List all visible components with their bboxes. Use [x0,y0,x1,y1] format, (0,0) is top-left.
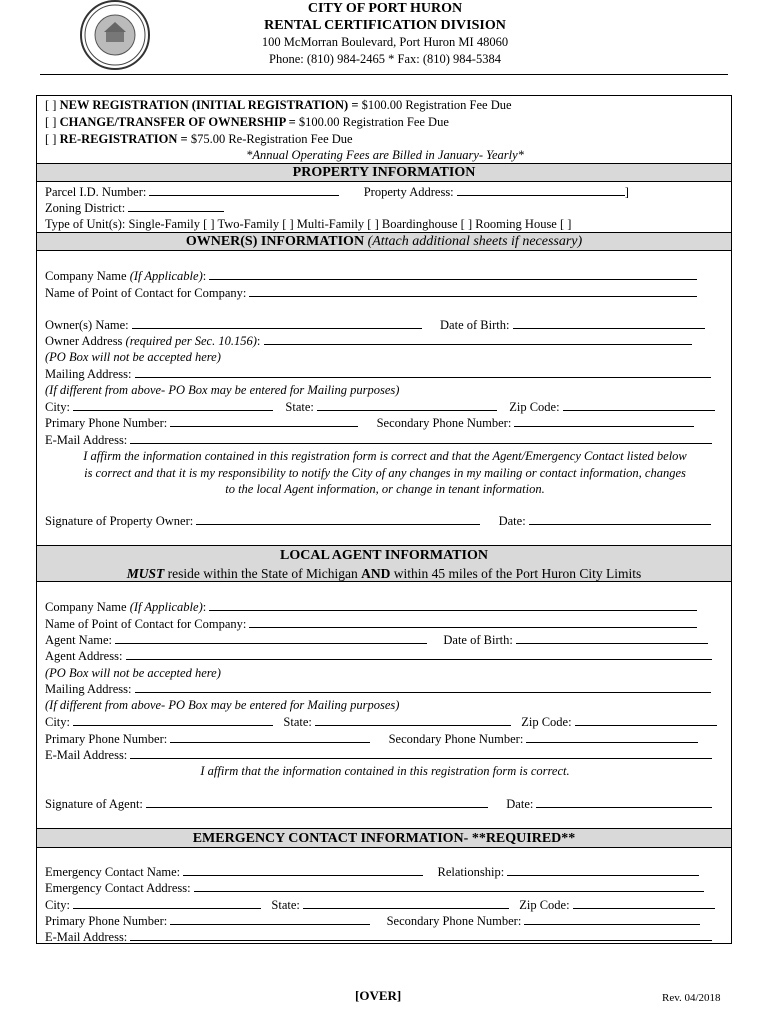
change-ownership-option[interactable] [45,114,725,130]
re-registration-checkbox[interactable]: [ ] [45,132,57,146]
emergency-city-label: City: [45,898,71,912]
agent-within: within 45 miles of the Port Huron City Limits [390,566,642,581]
agent-title: LOCAL AGENT INFORMATION [280,548,488,563]
emergency-address-label: Emergency Contact Address: [45,881,191,895]
city-address: 100 McMorran Boulevard, Port Huron MI 48060 [261,35,509,49]
emergency-city-row [45,897,725,913]
change-ownership-fee: $100.00 Registration Fee Due [295,115,449,129]
agent-primary-phone-input[interactable] [170,731,370,743]
owner-section-title [37,232,731,251]
owner-dob-input[interactable] [513,317,705,329]
owner-contact-row [45,285,725,301]
agent-email-input[interactable] [130,747,712,759]
agent-email-label: E-Mail Address: [45,748,128,762]
agent-primary-phone-label: Primary Phone Number: [45,732,168,746]
owner-secondary-phone-input[interactable] [514,415,694,427]
agent-mailing-label: Mailing Address: [45,682,132,696]
owner-company-row [45,268,725,284]
owner-primary-phone-label: Primary Phone Number: [45,416,168,430]
agent-zip-input[interactable] [575,714,717,726]
owner-city-input[interactable] [73,399,273,411]
agent-signature-date-label: Date: [506,797,534,811]
agent-address-label: Agent Address: [45,649,123,663]
property-section-title: PROPERTY INFORMATION [37,163,731,182]
agent-company-label: Company Name [45,600,130,614]
emergency-relationship-input[interactable] [507,864,699,876]
property-address-bracket: ] [624,185,629,199]
owner-city-label: City: [45,400,71,414]
re-registration-fee: $75.00 Re-Registration Fee Due [187,132,353,146]
agent-company-row [45,599,725,615]
owner-signature-date-input[interactable] [529,513,711,525]
owner-state-input[interactable] [317,399,497,411]
owner-address-colon: : [256,334,261,348]
owner-phone-row [45,415,725,431]
parcel-row [45,184,725,200]
owner-name-row [45,317,725,333]
agent-city-input[interactable] [73,714,273,726]
owner-secondary-phone-label: Secondary Phone Number: [376,416,512,430]
revision-label: Rev. 04/2018 [662,992,721,1004]
emergency-email-label: E-Mail Address: [45,930,128,944]
change-ownership-checkbox[interactable]: [ ] [45,115,57,129]
owner-signature-input[interactable] [196,513,480,525]
agent-residency-rule [37,565,731,582]
emergency-name-label: Emergency Contact Name: [45,865,181,879]
new-registration-fee: $100.00 Registration Fee Due [358,98,512,112]
agent-section-title [37,545,731,582]
emergency-name-row [45,864,725,880]
emergency-state-input[interactable] [303,897,509,909]
owner-mailing-note: (If different from above- PO Box may be entered for Mailing purposes) [45,383,400,397]
owner-signature-label: Signature of Property Owner: [45,514,194,528]
agent-phone-row [45,731,725,747]
owner-affirm-line2: is correct and that it is my responsibility to notify the City of any changes in my mailing or contact information, changes [84,466,686,480]
agent-company-input[interactable] [209,599,697,611]
unit-type-row[interactable]: Type of Unit(s): Single-Family [ ] Two-Family [ ] Multi-Family [ ] Boardinghouse [ ] Rooming House [ ] [45,217,572,231]
agent-affirm: I affirm that the information contained in this registration form is correct. [200,764,570,778]
owner-contact-input[interactable] [249,285,697,297]
property-address-label: Property Address: [363,185,454,199]
agent-city-label: City: [45,715,71,729]
letterhead [180,0,590,68]
agent-dob-input[interactable] [516,632,708,644]
agent-signature-row [45,796,725,812]
owner-zip-label: Zip Code: [509,400,560,414]
re-registration-label: RE-REGISTRATION = [59,132,188,146]
agent-contact-label: Name of Point of Contact for Company: [45,617,247,631]
agent-city-row [45,714,725,730]
emergency-secondary-phone-label: Secondary Phone Number: [386,914,522,928]
emergency-email-input[interactable] [130,929,712,941]
agent-signature-label: Signature of Agent: [45,797,143,811]
agent-zip-label: Zip Code: [521,715,572,729]
owner-affirm-line3: to the local Agent information, or change in tenant information. [225,482,545,496]
owner-signature-row [45,513,725,529]
owner-address-label: Owner Address [45,334,126,348]
agent-signature-input[interactable] [146,796,488,808]
owner-company-colon: : [202,269,207,283]
new-registration-checkbox[interactable]: [ ] [45,98,57,112]
owner-city-row [45,399,725,415]
over-indicator: [OVER] [355,988,402,1003]
owner-email-input[interactable] [130,432,712,444]
agent-mailing-note: (If different from above- PO Box may be entered for Mailing purposes) [45,698,400,712]
agent-contact-input[interactable] [249,616,697,628]
owner-affirm-line1: I affirm the information contained in this registration form is correct and that the Agent/Emergency Contact listed below [83,449,687,463]
owner-mailing-label: Mailing Address: [45,367,132,381]
emergency-primary-phone-input[interactable] [170,913,370,925]
owner-email-row [45,432,725,448]
agent-company-colon: : [202,600,207,614]
owner-company-note: (If Applicable) [129,269,203,283]
agent-dob-label: Date of Birth: [443,633,513,647]
emergency-address-input[interactable] [194,880,704,892]
agent-company-note: (If Applicable) [129,600,203,614]
owner-address-input[interactable] [264,333,692,345]
owner-mailing-row [45,366,725,382]
agent-state-label: State: [283,715,312,729]
agent-mailing-row [45,681,725,697]
emergency-email-row [45,929,725,945]
city-seal-logo [80,0,150,70]
emergency-zip-input[interactable] [573,897,715,909]
zoning-input[interactable] [128,200,224,212]
owner-company-input[interactable] [209,268,697,280]
owner-title: OWNER(S) INFORMATION [185,234,365,249]
owner-title-note: (Attach additional sheets if necessary) [364,234,583,249]
parcel-label: Parcel I.D. Number: [45,185,147,199]
agent-address-row [45,648,725,664]
emergency-relationship-label: Relationship: [437,865,505,879]
owner-mailing-input[interactable] [135,366,711,378]
owner-email-label: E-Mail Address: [45,433,128,447]
agent-contact-row [45,616,725,632]
emergency-zip-label: Zip Code: [519,898,570,912]
agent-reside: reside within the State of Michigan [164,566,362,581]
re-registration-option[interactable] [45,131,725,147]
division-name: RENTAL CERTIFICATION DIVISION [264,18,506,33]
agent-email-row [45,747,725,763]
owner-primary-phone-input[interactable] [170,415,358,427]
agent-signature-date-input[interactable] [536,796,712,808]
emergency-address-row [45,880,725,896]
agent-name-row [45,632,725,648]
emergency-section-title: EMERGENCY CONTACT INFORMATION- **REQUIRED** [37,828,731,848]
zoning-row [45,200,725,216]
agent-must: MUST [126,566,165,581]
owner-state-label: State: [285,400,314,414]
emergency-phone-row [45,913,725,929]
seal-icon [82,2,148,68]
agent-address-input[interactable] [126,648,712,660]
owner-contact-label: Name of Point of Contact for Company: [45,286,247,300]
owner-name-label: Owner(s) Name: [45,318,129,332]
zoning-label: Zoning District: [45,201,126,215]
annual-fee-note: *Annual Operating Fees are Billed in January- Yearly* [246,148,524,162]
agent-mailing-input[interactable] [135,681,711,693]
agent-name-input[interactable] [115,632,427,644]
parcel-input[interactable] [149,184,339,196]
city-name: CITY OF PORT HURON [307,1,463,16]
owner-name-input[interactable] [132,317,422,329]
change-ownership-label: CHANGE/TRANSFER OF OWNERSHIP = [59,115,296,129]
agent-and: AND [361,566,391,581]
owner-address-note: (required per Sec. 10.156) [125,334,257,348]
new-registration-label: NEW REGISTRATION (INITIAL REGISTRATION) = [59,98,359,112]
owner-po-box-note: (PO Box will not be accepted here) [45,350,221,364]
property-address-input[interactable] [457,184,625,196]
agent-secondary-phone-label: Secondary Phone Number: [388,732,524,746]
header-divider [40,74,728,75]
agent-state-input[interactable] [315,714,511,726]
owner-dob-label: Date of Birth: [440,318,510,332]
owner-zip-input[interactable] [563,399,715,411]
city-phone: Phone: (810) 984-2465 * Fax: (810) 984-5384 [269,52,501,66]
emergency-city-input[interactable] [73,897,261,909]
owner-signature-date-label: Date: [498,514,526,528]
emergency-primary-phone-label: Primary Phone Number: [45,914,168,928]
owner-address-row [45,333,725,349]
new-registration-option[interactable] [45,97,725,113]
agent-secondary-phone-input[interactable] [526,731,698,743]
agent-po-box-note: (PO Box will not be accepted here) [45,666,221,680]
agent-name-label: Agent Name: [45,633,112,647]
emergency-secondary-phone-input[interactable] [524,913,700,925]
emergency-state-label: State: [271,898,300,912]
emergency-name-input[interactable] [183,864,423,876]
owner-company-label: Company Name [45,269,130,283]
